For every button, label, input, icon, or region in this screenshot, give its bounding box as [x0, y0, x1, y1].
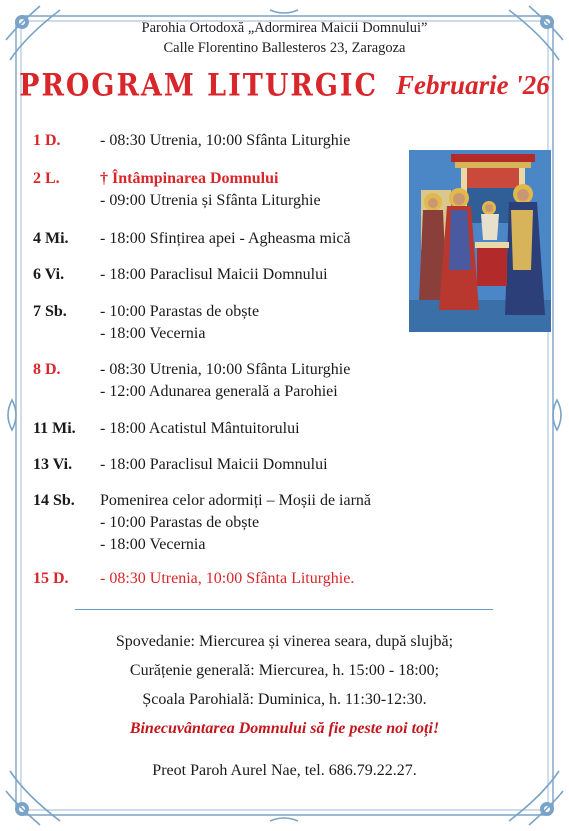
entry-line: Pomenirea celor adormiți – Moșii de iarnă — [100, 492, 372, 509]
entry-line: - 09:00 Utrenia și Sfânta Liturghie — [100, 192, 321, 209]
entry-day: 11 Mi. — [33, 420, 76, 437]
parish-address: Calle Florentino Ballesteros 23, Zaragoza — [163, 40, 406, 56]
entry-day: 15 D. — [33, 570, 69, 587]
entry-day: 7 Sb. — [33, 303, 67, 320]
blessing: Binecuvântarea Domnului să fie peste noi toți! — [129, 720, 440, 737]
entry-day: 2 L. — [33, 170, 60, 187]
confession-note: Spovedanie: Miercurea și vinerea seara, după slujbă; — [115, 633, 454, 650]
parish-name: Parohia Ortodoxă „Adormirea Maicii Domnului” — [141, 20, 428, 36]
entry-line: - 12:00 Adunarea generală a Parohiei — [100, 383, 338, 400]
entry-line: - 10:00 Parastas de obște — [100, 514, 260, 531]
feast-title: † Întâmpinarea Domnului — [100, 170, 279, 187]
entry-line: - 18:00 Paraclisul Maicii Domnului — [100, 266, 328, 283]
entry-line: - 08:30 Utrenia, 10:00 Sfânta Liturghie. — [100, 570, 355, 587]
entry-line: - 18:00 Vecernia — [100, 536, 206, 553]
title-month: Februarie '26 — [396, 70, 550, 100]
parish-notes — [0, 627, 569, 743]
entry-day: 4 Mi. — [33, 230, 69, 247]
entry-line: - 18:00 Vecernia — [100, 325, 206, 342]
entry-line: - 08:30 Utrenia, 10:00 Sfânta Liturghie — [100, 132, 351, 149]
entry-line: - 08:30 Utrenia, 10:00 Sfânta Liturghie — [100, 361, 351, 378]
cleaning-note: Curățenie generală: Miercurea, h. 15:00 - 18:00; — [129, 662, 440, 679]
entry-day: 14 Sb. — [33, 492, 75, 509]
presentation-of-the-lord-icon — [409, 150, 551, 332]
entry-day: 8 D. — [33, 361, 61, 378]
title-main: PROGRAM LITURGIC — [19, 67, 379, 104]
entry-line: - 18:00 Acatistul Mântuitorului — [100, 420, 300, 437]
page-title — [0, 67, 569, 104]
entry-line: - 18:00 Paraclisul Maicii Domnului — [100, 456, 328, 473]
entry-day: 6 Vi. — [33, 266, 65, 283]
entry-line: - 10:00 Parastas de obște — [100, 303, 260, 320]
entry-day: 13 Vi. — [33, 456, 73, 473]
entry-line: - 18:00 Sfințirea apei - Agheasma mică — [100, 230, 351, 247]
entry-day: 1 D. — [33, 132, 61, 149]
school-note: Școala Parohială: Duminica, h. 11:30-12:30. — [142, 691, 427, 708]
divider — [75, 609, 493, 610]
priest-contact: Preot Paroh Aurel Nae, tel. 686.79.22.27. — [152, 762, 417, 779]
